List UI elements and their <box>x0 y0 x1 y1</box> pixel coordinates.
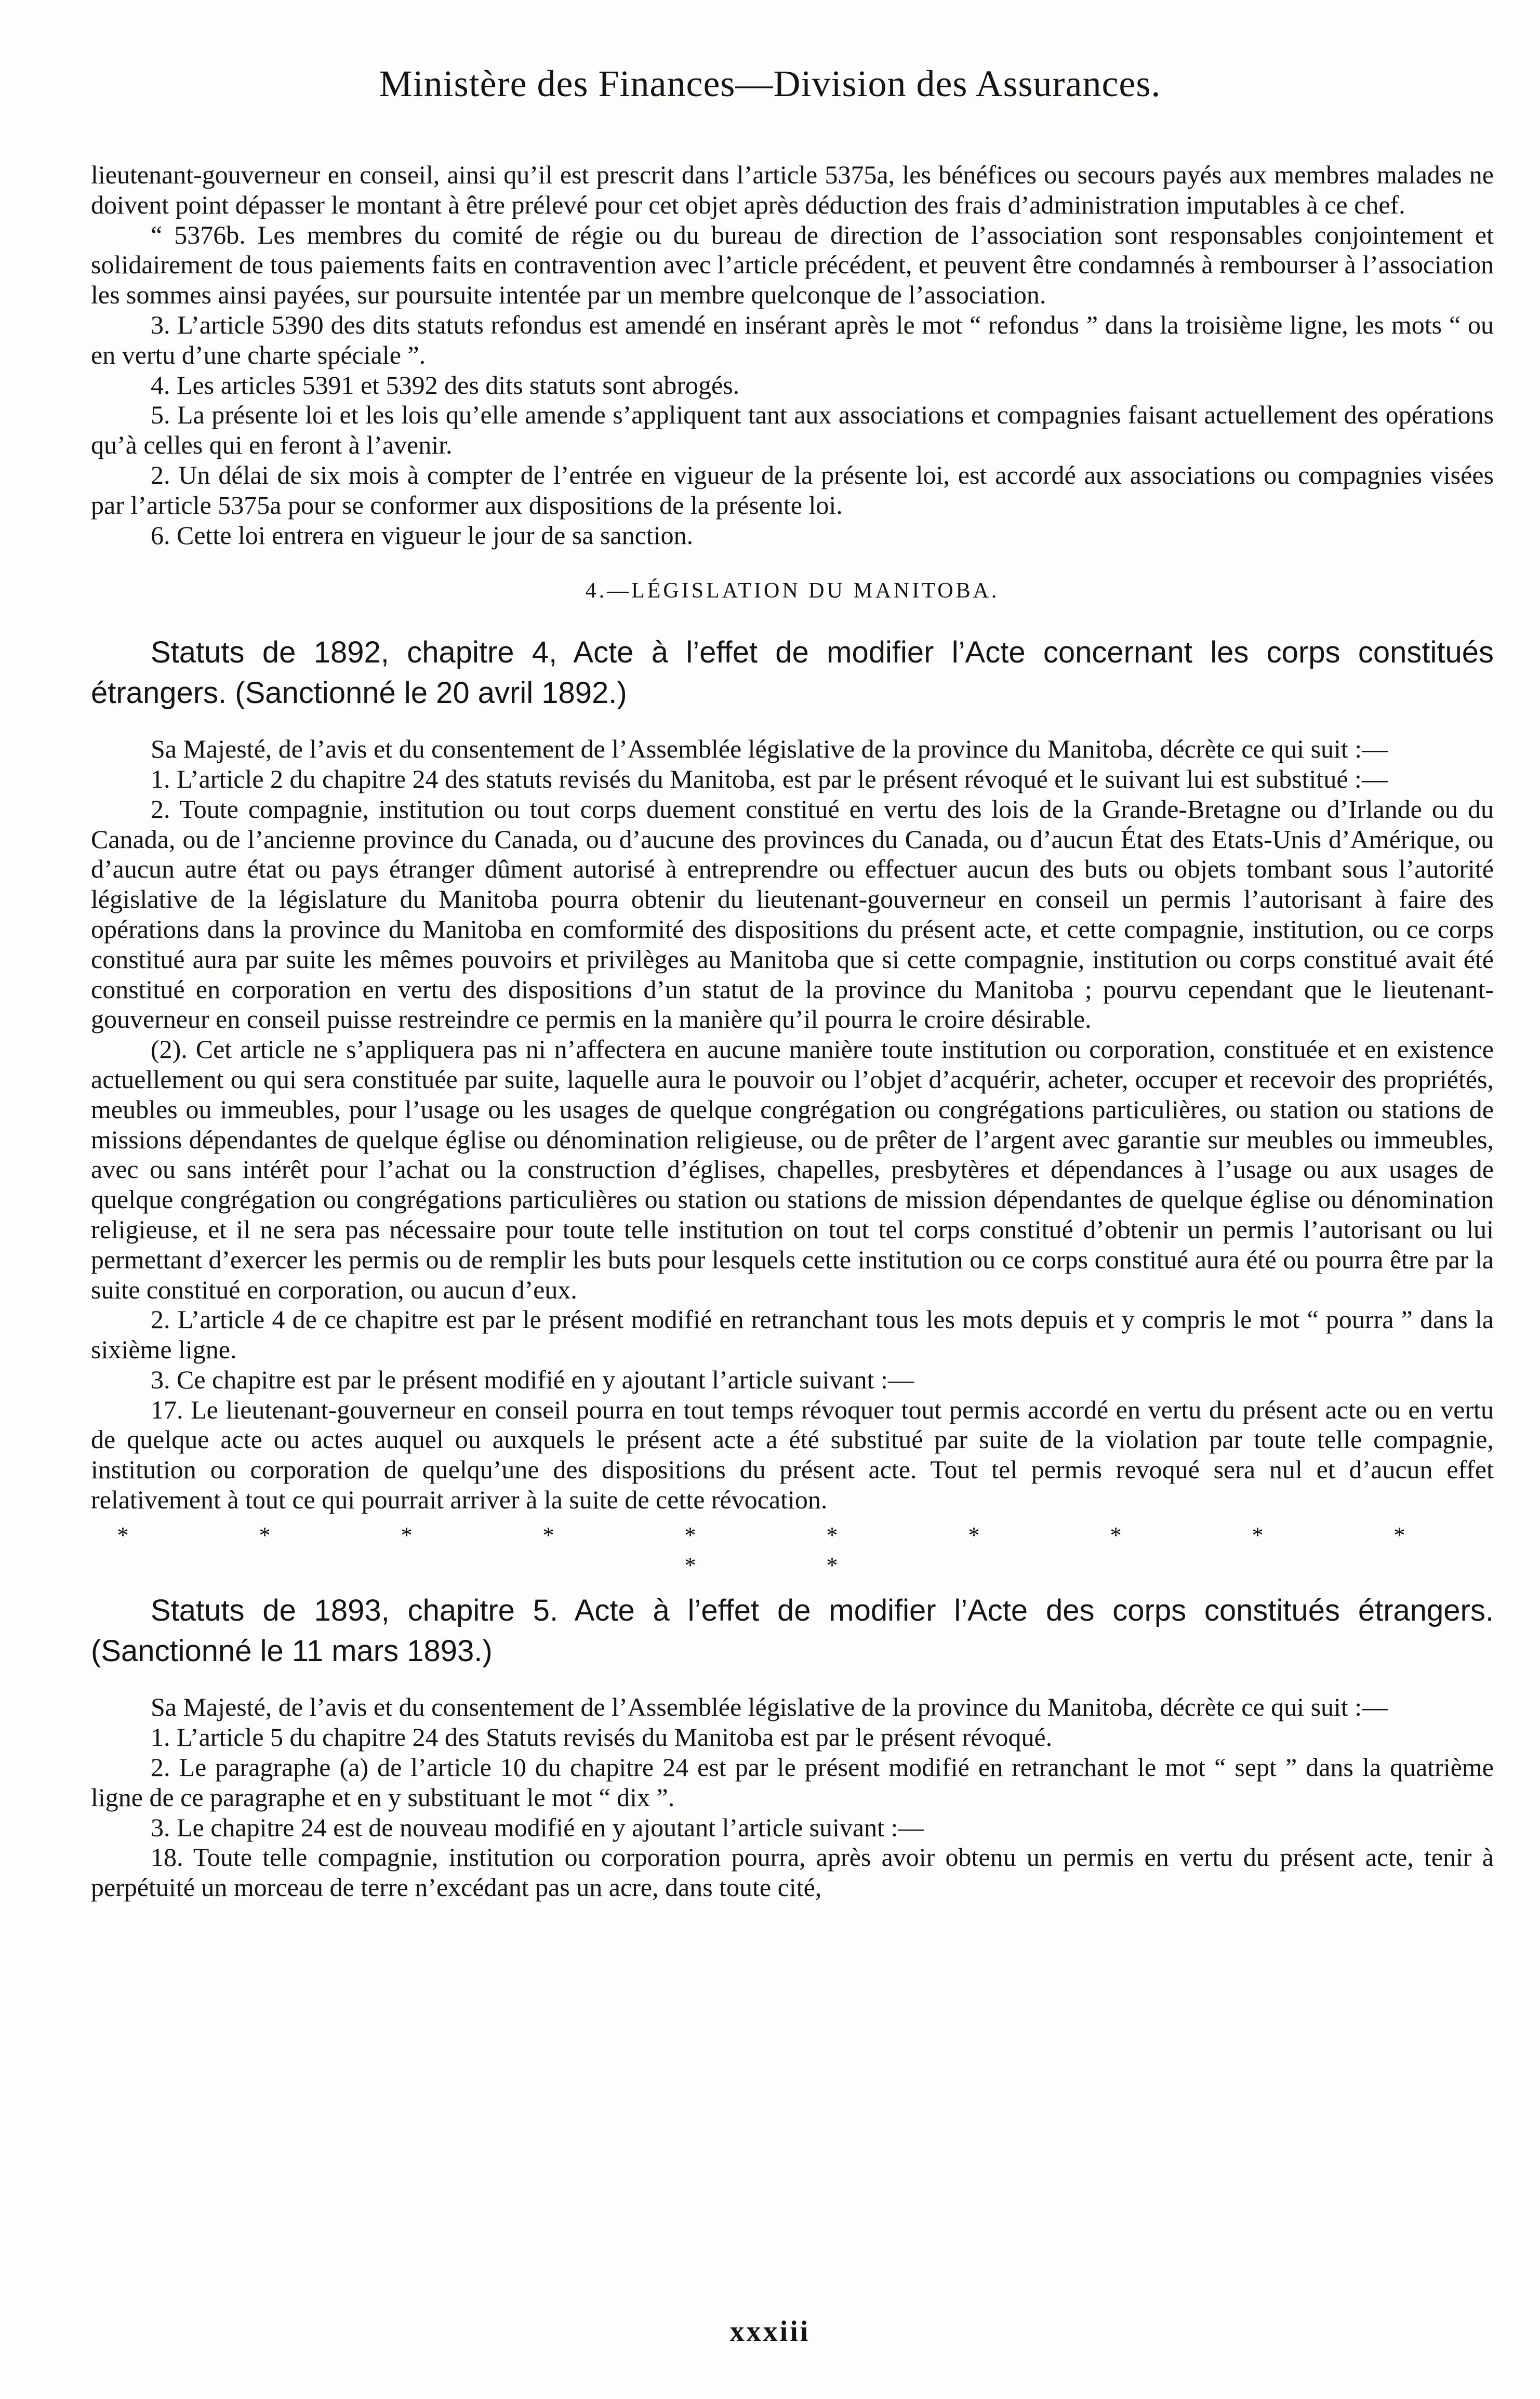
page-body <box>91 160 1494 1903</box>
section-divider: * * * * * * * * * * * * <box>117 1522 1468 1578</box>
paragraph: 5. La présente loi et les lois qu’elle amende s’appliquent tant aux associations et compagnies faisant actuellement des opérations qu’à celles qui en feront à l’avenir. <box>91 400 1494 460</box>
paragraph: (2). Cet article ne s’appliquera pas ni n’affectera en aucune manière toute institution ou corporation, constituée et en existence actuellement ou qui sera constituée par suite, laquelle aura le pouvoir ou l’objet d’acquérir, acheter, occuper et recevoir des propriétés, meubles ou immeubles, pour l’usage ou les usages de quelque congrégation ou congrégations particulières, ou station ou stations de missions dépendantes de quelque église ou dénomination religieuse, ou de prêter de l’argent avec garantie sur meubles ou immeubles, avec ou sans intérêt pour l’achat ou la construction d’églises, chapelles, presbytères et dépendances à l’usage ou aux usages de quelque congrégation ou congrégations particulières ou station ou stations de mission dépendantes de quelque église ou dénomination religieuse, et il ne sera pas nécessaire pour toute telle institution on tout tel corps constitué d’obtenir un permis l’autorisant ou lui permettant d’exercer les permis ou de remplir les buts pour lesquels cette institution ou ce corps constitué aura été ou pourra être par la suite constitué en corporation, ou aucun d’eux. <box>91 1035 1494 1304</box>
page-number: xxxiii <box>729 2315 811 2348</box>
paragraph: Sa Majesté, de l’avis et du consentement de l’Assemblée législative de la province du Manitoba, décrète ce qui suit :— <box>151 1692 1388 1722</box>
paragraph: 3. L’article 5390 des dits statuts refondus est amendé en insérant après le mot “ refondus ” dans la troisième ligne, les mots “ ou en vertu d’une charte spéciale ”. <box>91 310 1494 369</box>
paragraph: 1. L’article 2 du chapitre 24 des statuts revisés du Manitoba, est par le présent révoqué et le suivant lui est substitué :— <box>151 764 1388 793</box>
paragraph: 2. Un délai de six mois à compter de l’entrée en vigueur de la présente loi, est accordé aux associations ou compagnies visées par l’article 5375a pour se conformer aux dispositions de la présente loi. <box>91 460 1494 520</box>
paragraph: 1. L’article 5 du chapitre 24 des Statuts revisés du Manitoba est par le présent révoqué. <box>151 1722 1053 1752</box>
statute-title: Statuts de 1893, chapitre 5. Acte à l’effet de modifier l’Acte des corps constitués étrangers. (Sanctionné le 11 mars 1893.) <box>91 1594 1494 1668</box>
paragraph: 2. Toute compagnie, institution ou tout corps duement constitué en vertu des lois de la Grande-Bretagne ou d’Irlande ou du Canada, ou de l’ancienne province du Canada, ou d’aucune des provinces du Canada, ou d’aucun État des Etats-Unis d’Amérique, ou d’aucun autre état ou pays étranger dûment autorisé à entreprendre ou effectuer aucun des buts ou objets tombant sous l’autorité législative de la législature du Manitoba pourra obtenir du lieutenant-gouverneur en conseil un permis l’autorisant à faire des opérations dans la province du Manitoba en comformité des dispositions du présent acte, et cette compagnie, institution, ou ce corps constitué aura par suite les mêmes pouvoirs et privilèges au Manitoba que si cette compagnie, institution ou corps constitué avait été constitué en corporation en vertu des dispositions d’un statut de la province du Manitoba ; pourvu cependant que le lieutenant-gouverneur en conseil puisse restreindre ce permis en la manière qu’il pourra le croire désirable. <box>91 794 1494 1034</box>
paragraph: 6. Cette loi entrera en vigueur le jour de sa sanction. <box>151 520 694 550</box>
paragraph: “ 5376b. Les membres du comité de régie ou du bureau de direction de l’association sont responsables conjointement et solidairement de tous paiements faits en contravention avec l’article précédent, et peuvent être condamnés à rembourser à l’association les sommes ainsi payées, sur poursuite intentée par un membre quelconque de l’association. <box>91 220 1494 310</box>
paragraph: 17. Le lieutenant-gouverneur en conseil pourra en tout temps révoquer tout permis accordé en vertu du présent acte ou en vertu de quelque acte ou actes auquel ou auxquels le présent acte a été substitué par suite de la violation par toute telle compagnie, institution ou corporation de quelqu’une des dispositions du présent acte. Tout tel permis revoqué sera nul et d’aucun effet relativement à tout ce qui pourrait arriver à la suite de cette révocation. <box>91 1395 1494 1515</box>
paragraph: 4. Les articles 5391 et 5392 des dits statuts sont abrogés. <box>151 370 740 400</box>
paragraph: 18. Toute telle compagnie, institution ou corporation pourra, après avoir obtenu un permis en vertu du présent acte, tenir à perpétuité un morceau de terre n’excédant pas un acre, dans toute cité, <box>91 1843 1494 1902</box>
paragraph: Sa Majesté, de l’avis et du consentement de l’Assemblée législative de la province du Manitoba, décrète ce qui suit :— <box>151 734 1388 764</box>
paragraph: lieutenant-gouverneur en conseil, ainsi qu’il est prescrit dans l’article 5375a, les bénéfices ou secours payés aux membres malades ne doivent point dépasser le montant à être prélevé pour cet objet après déduction des frais d’administration imputables à ce chef. <box>91 160 1494 219</box>
paragraph: 2. Le paragraphe (a) de l’article 10 du chapitre 24 est par le présent modifié en retranchant le mot “ sept ” dans la quatrième ligne de ce paragraphe et en y substituant le mot “ dix ”. <box>91 1753 1494 1812</box>
paragraph: 3. Le chapitre 24 est de nouveau modifié en y ajoutant l’article suivant :— <box>151 1812 924 1842</box>
statute-title: Statuts de 1892, chapitre 4, Acte à l’effet de modifier l’Acte concernant les corps constitués étrangers. (Sanctionné le 20 avril 1892.) <box>91 635 1494 710</box>
running-title: Ministère des Finances—Division des Assurances. <box>379 63 1161 104</box>
paragraph: 2. L’article 4 de ce chapitre est par le présent modifié en retranchant tous les mots depuis et y compris le mot “ pourra ” dans la sixième ligne. <box>91 1305 1494 1364</box>
section-heading: 4.—LÉGISLATION DU MANITOBA. <box>585 579 1000 603</box>
paragraph: 3. Ce chapitre est par le présent modifié en y ajoutant l’article suivant :— <box>151 1364 914 1394</box>
